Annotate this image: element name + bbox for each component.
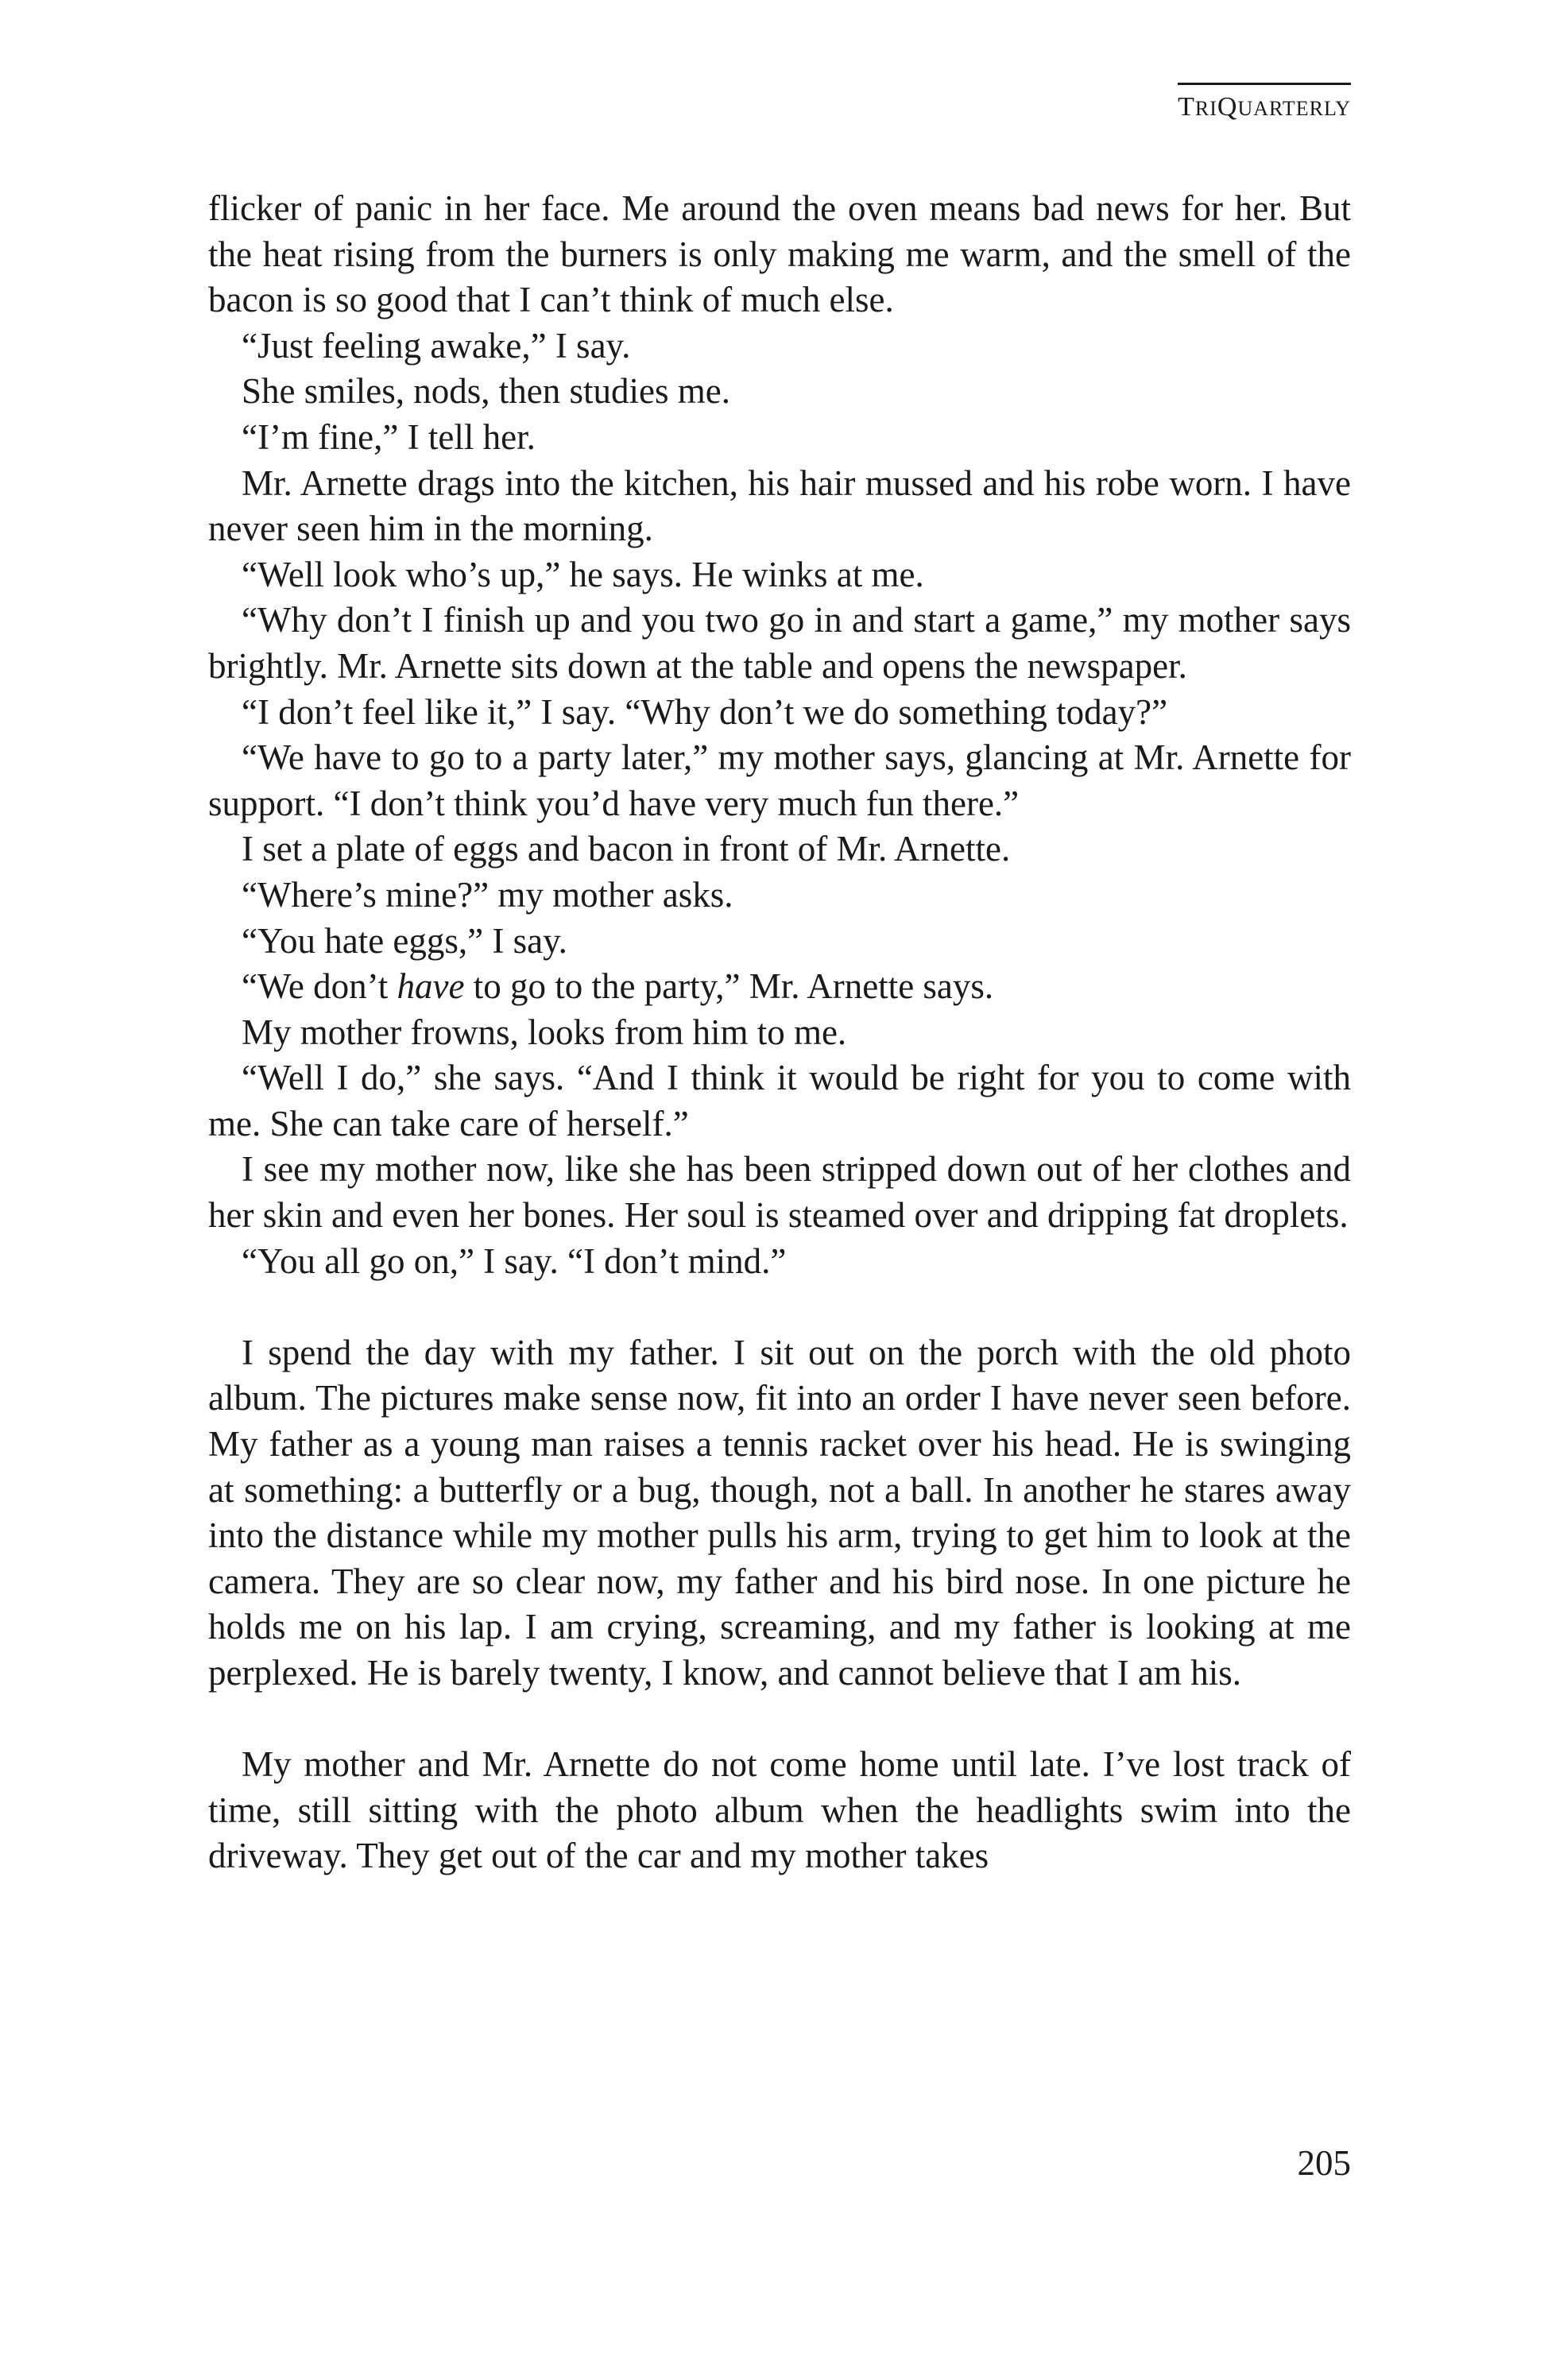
paragraph: Mr. Arnette drags into the kitchen, his hair mussed and his robe worn. I have never seen him in the morning.: [208, 462, 1351, 549]
paragraph: My mother frowns, looks from him to me.: [242, 1012, 847, 1052]
paragraph-party: [208, 964, 1351, 1010]
paragraph: “Just feeling awake,” I say.: [242, 325, 631, 366]
paragraph: flicker of panic in her face. Me around the oven means bad news for her. But the heat rising from the burners is only making me warm, and the smell of the bacon is so good that I can’t think of much else.: [208, 188, 1351, 320]
paragraph: “You all go on,” I say. “I don’t mind.”: [242, 1240, 787, 1281]
paragraph: My mother and Mr. Arnette do not come home until late. I’ve lost track of time, still sitting with the photo album when the headlights swim into the driveway. They get out of the car and my mother takes: [208, 1744, 1351, 1876]
paragraph: “I’m fine,” I tell her.: [242, 416, 536, 457]
party-line-emphasis: have: [397, 966, 465, 1007]
section-break: [208, 1697, 1351, 1743]
paragraph: I see my mother now, like she has been stripped down out of her clothes and her skin and even her bones. Her soul is steamed over and dripping fat droplets.: [208, 1149, 1351, 1236]
party-line-after: to go to the party,” Mr. Arnette says.: [464, 966, 994, 1007]
paragraph: “We have to go to a party later,” my mother says, glancing at Mr. Arnette for support. “I don’t think you’d have very much fun there.”: [208, 737, 1351, 823]
paragraph: “Well I do,” she says. “And I think it would be right for you to come with me. She can take care of herself.”: [208, 1058, 1351, 1144]
journal-title: TRIQUARTERLY: [1178, 92, 1351, 122]
paragraph: “Why don’t I finish up and you two go in and start a game,” my mother says brightly. Mr. Arnette sits down at the table and opens the newspaper.: [208, 600, 1351, 686]
paragraph: She smiles, nods, then studies me.: [242, 371, 730, 412]
paragraph: “Where’s mine?” my mother asks.: [242, 874, 733, 915]
story-text: [208, 186, 1351, 1879]
section-break: [208, 1284, 1351, 1330]
paragraph: I set a plate of eggs and bacon in front of Mr. Arnette.: [242, 829, 1011, 869]
paragraph: I spend the day with my father. I sit out on the porch with the old photo album. The pictures make sense now, fit into an order I have never seen before. My father as a young man raises a tennis racket over his head. He is swinging at something: a butterfly or a bug, though, not a ball. In another he stares away into the distance while my mother pulls his arm, trying to get him to look at the camera. They are so clear now, my father and his bird nose. In one picture he holds me on his lap. I am crying, screaming, and my father is looking at me perplexed. He is barely twenty, I know, and cannot believe that I am his.: [208, 1332, 1351, 1693]
party-line-before: “We don’t: [242, 966, 397, 1007]
page-number: 205: [1297, 2143, 1351, 2183]
running-head: [1178, 94, 1351, 121]
paragraph: “You hate eggs,” I say.: [242, 920, 567, 961]
paragraph: “Well look who’s up,” he says. He winks at me.: [242, 554, 924, 594]
paragraph: “I don’t feel like it,” I say. “Why don’t we do something today?”: [242, 691, 1168, 732]
